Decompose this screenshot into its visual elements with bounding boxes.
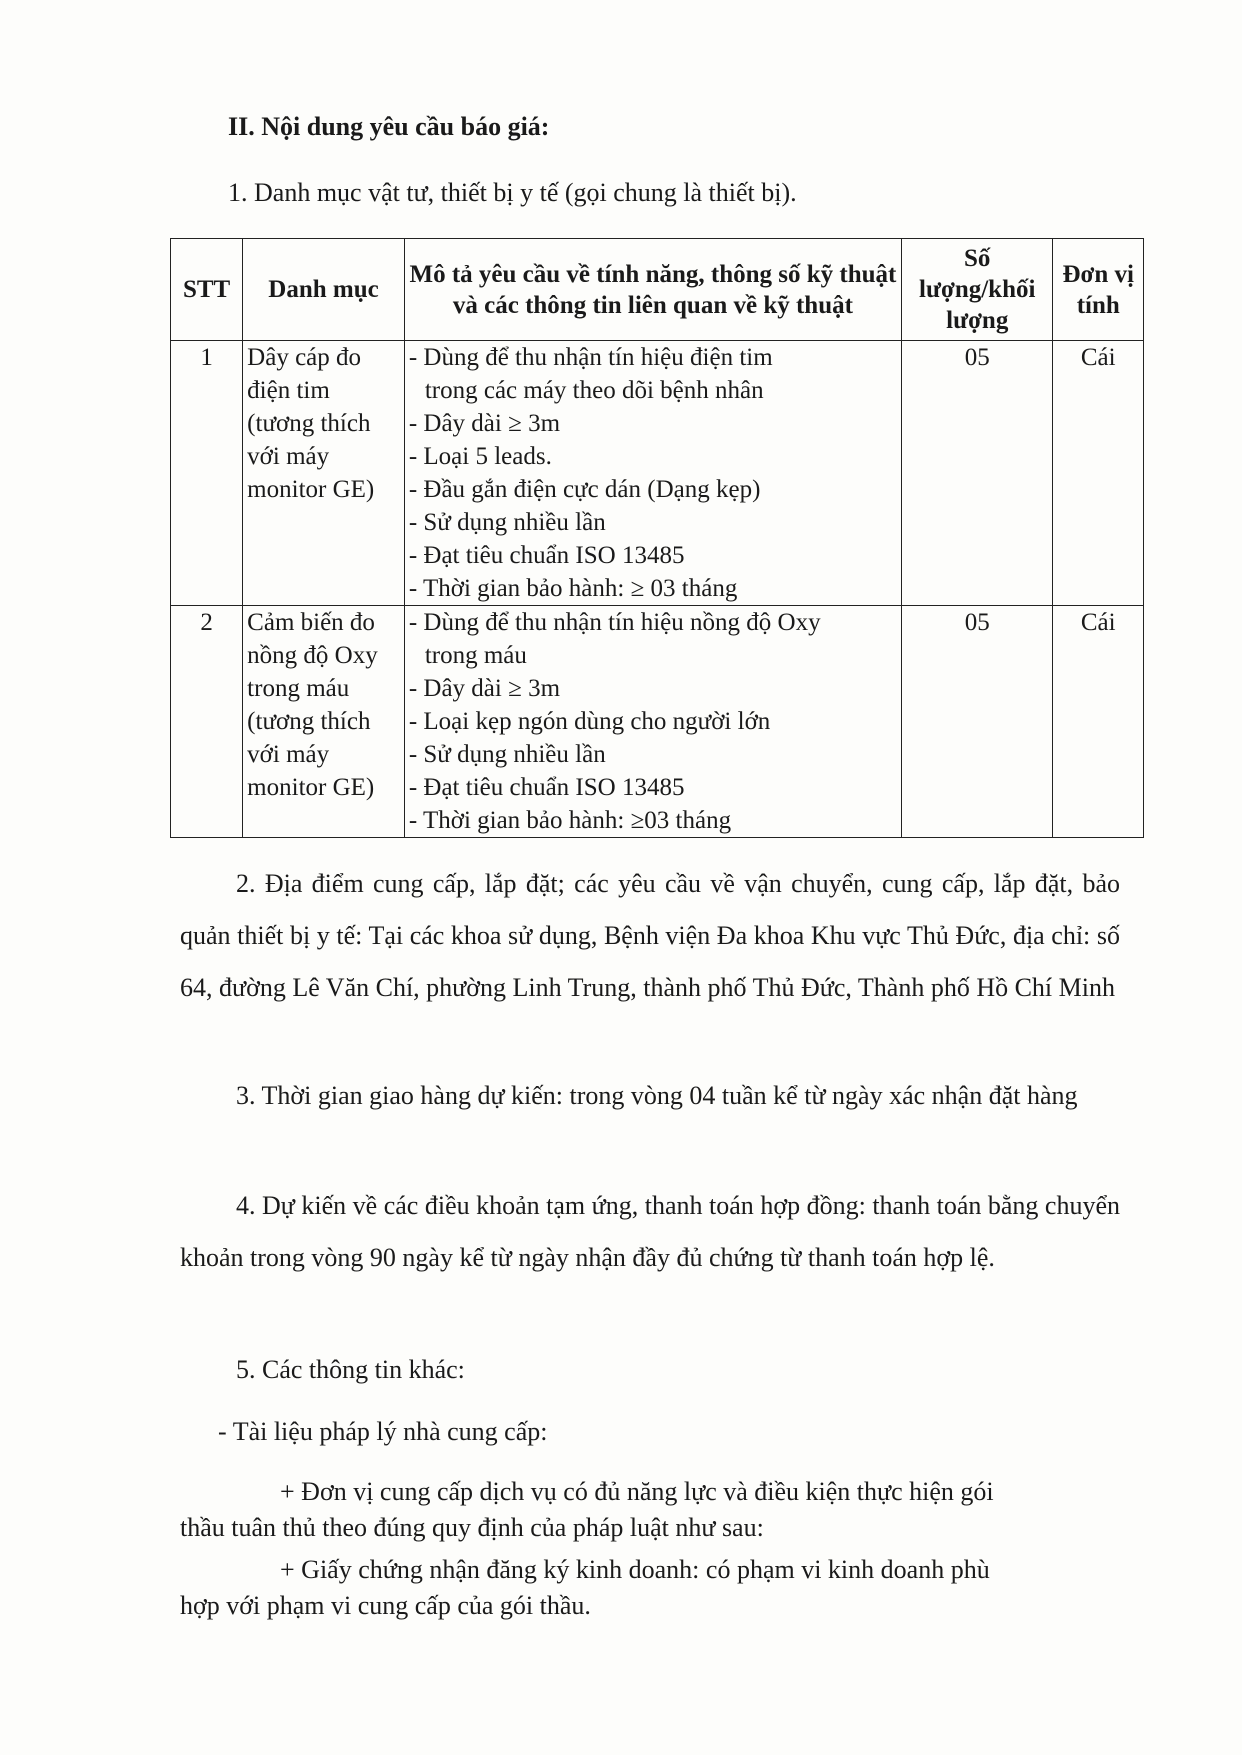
desc-line: - Sử dụng nhiều lần [408,741,606,768]
row-category: Dây cáp đo điện tim (tương thích với máy monitor GE) [243,341,405,606]
section-heading: II. Nội dung yêu cầu báo giá: [228,112,550,141]
desc-line: - Thời gian bảo hành: ≥ 03 tháng [408,575,738,602]
header-category: Danh mục [243,239,405,341]
section-subheading: 1. Danh mục vật tư, thiết bị y tế (gọi chung là thiết bị). [228,178,797,207]
row-stt: 1 [171,341,243,606]
row-unit: Cái [1053,341,1144,606]
desc-line: trong máu [424,642,527,669]
table-header-row [171,239,1144,341]
requirement-line: thầu tuân thủ theo đúng quy định của pháp luật như sau: [180,1513,764,1542]
desc-line: - Sử dụng nhiều lần [408,509,606,536]
requirement-line: + Giấy chứng nhận đăng ký kinh doanh: có phạm vi kinh doanh phù [280,1555,990,1584]
desc-line: - Dây dài ≥ 3m [408,410,561,437]
desc-line: - Thời gian bảo hành: ≥03 tháng [408,807,732,834]
desc-line: - Dùng để thu nhận tín hiệu điện tim [408,344,773,371]
row-quantity: 05 [902,606,1053,838]
header-unit: Đơn vị tính [1053,239,1144,341]
table-row [171,341,1144,606]
paragraph-delivery-time: 3. Thời gian giao hàng dự kiến: trong vòng 04 tuần kể từ ngày xác nhận đặt hàng [236,1081,1078,1110]
row-description [404,606,901,838]
row-unit: Cái [1053,606,1144,838]
row-quantity: 05 [902,341,1053,606]
desc-line: - Loại kẹp ngón dùng cho người lớn [408,708,771,735]
paragraph-payment-terms: 4. Dự kiến về các điều khoản tạm ứng, thanh toán hợp đồng: thanh toán bằng chuyển khoản trong vòng 90 ngày kể từ ngày nhận đầy đủ chứng từ thanh toán hợp lệ. [180,1191,1120,1272]
desc-line: - Đầu gắn điện cực dán (Dạng kẹp) [408,476,761,503]
requirement-line: + Đơn vị cung cấp dịch vụ có đủ năng lực và điều kiện thực hiện gói [280,1477,994,1506]
desc-line: - Dây dài ≥ 3m [408,675,561,702]
requirement-line: hợp với phạm vi cung cấp của gói thầu. [180,1591,591,1620]
equipment-table [170,238,1144,838]
desc-line: - Đạt tiêu chuẩn ISO 13485 [408,774,685,801]
desc-line: - Đạt tiêu chuẩn ISO 13485 [408,542,685,569]
desc-line: - Dùng để thu nhận tín hiệu nồng độ Oxy [408,609,821,636]
row-description [404,341,901,606]
desc-line: - Loại 5 leads. [408,443,552,470]
paragraph-other-info: 5. Các thông tin khác: [236,1355,465,1384]
paragraph-delivery-location: 2. Địa điểm cung cấp, lắp đặt; các yêu cầu về vận chuyển, cung cấp, lắp đặt, bảo quản thiết bị y tế: Tại các khoa sử dụng, Bệnh viện Đa khoa Khu vực Thủ Đức, địa chỉ: số 64, đường Lê Văn Chí, phường Linh Trung, thành phố Thủ Đức, Thành phố Hồ Chí Minh [180,869,1120,1002]
header-description: Mô tả yêu cầu về tính năng, thông số kỹ thuật và các thông tin liên quan về kỹ thuật [404,239,901,341]
row-category: Cảm biến đo nồng độ Oxy trong máu (tương thích với máy monitor GE) [243,606,405,838]
header-stt: STT [171,239,243,341]
row-stt: 2 [171,606,243,838]
header-quantity: Số lượng/khối lượng [902,239,1053,341]
table-row [171,606,1144,838]
legal-docs-heading: - Tài liệu pháp lý nhà cung cấp: [218,1417,548,1446]
desc-line: trong các máy theo dõi bệnh nhân [424,377,764,404]
